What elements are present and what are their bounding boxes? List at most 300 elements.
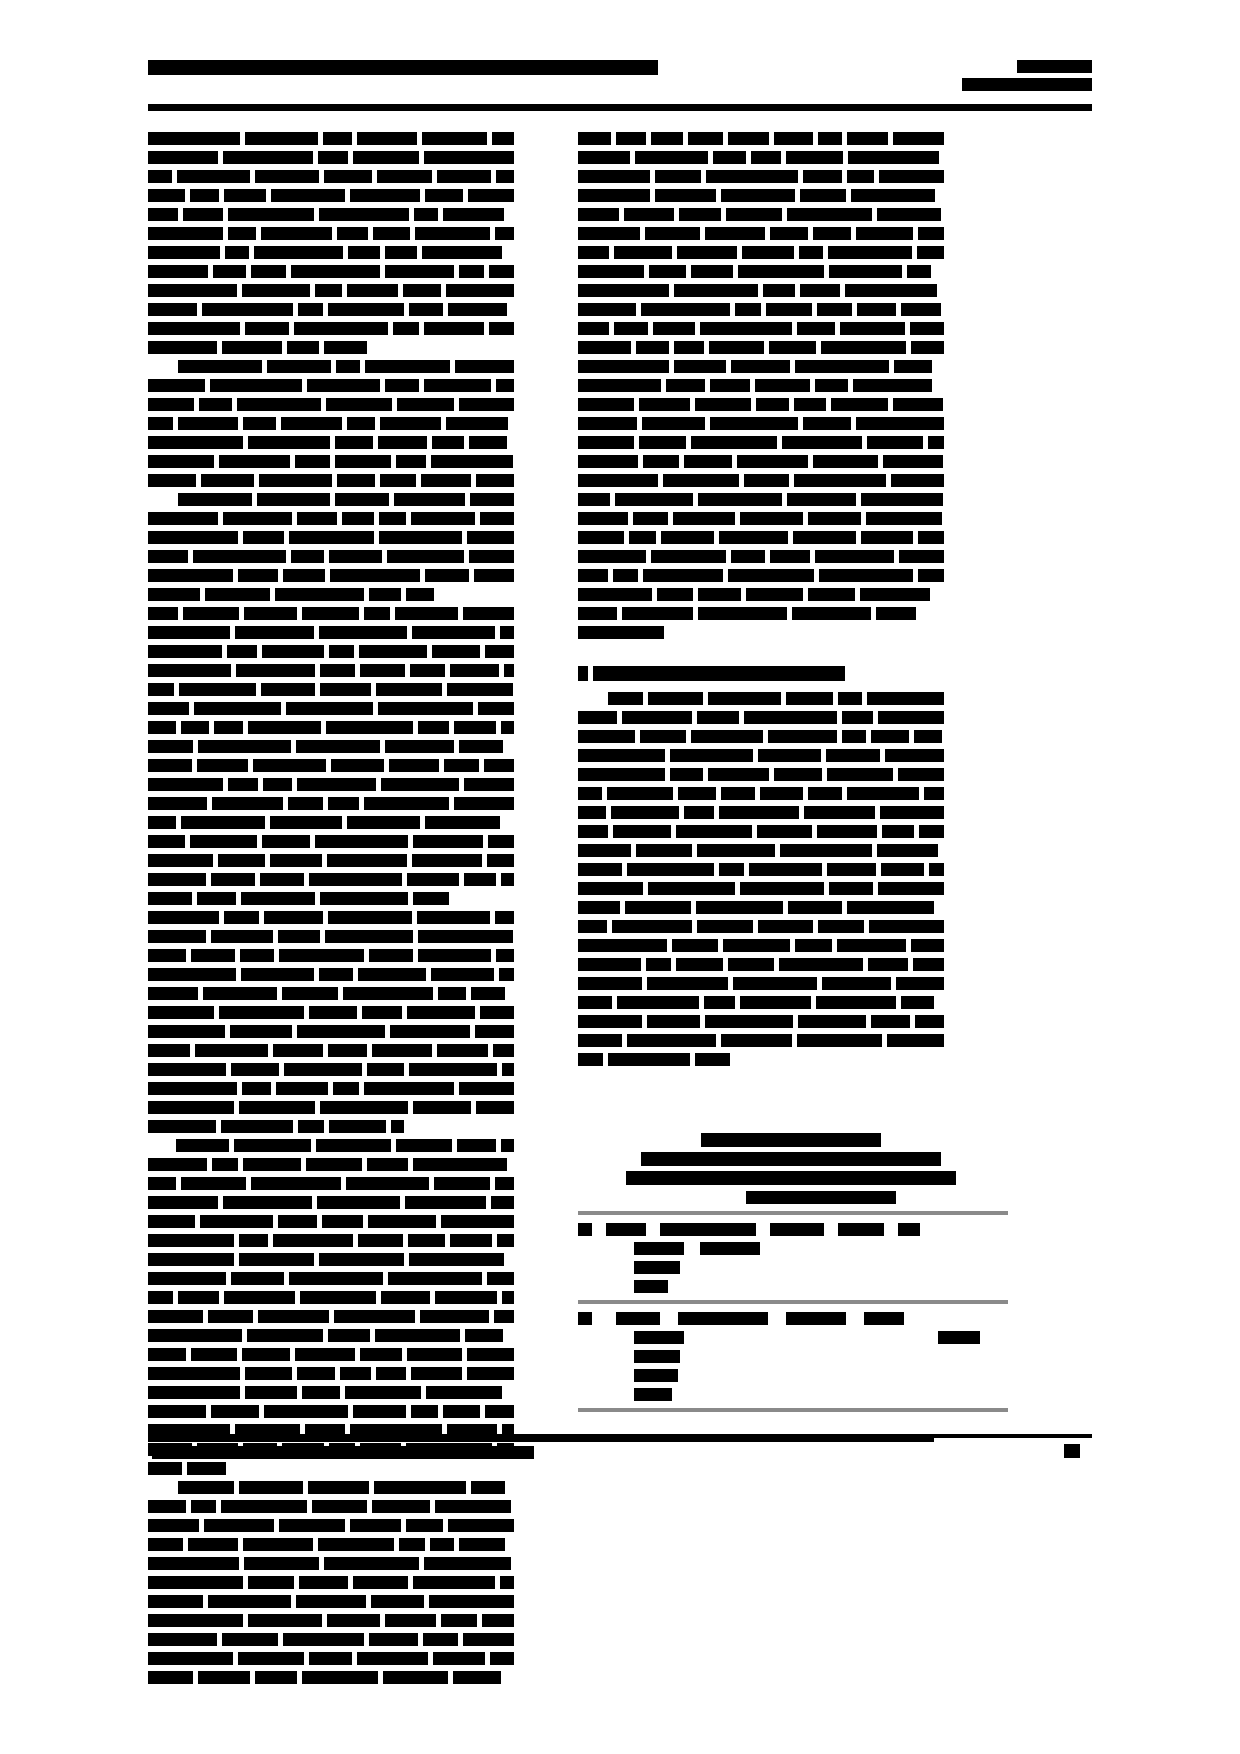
text-line (148, 223, 520, 242)
redacted-word (148, 379, 205, 392)
redacted-word (740, 882, 824, 895)
redacted-word (148, 474, 196, 487)
redacted-word (663, 474, 739, 487)
table-cell-value (634, 1280, 668, 1293)
text-line (148, 1230, 520, 1249)
text-line (578, 185, 950, 204)
redacted-word (178, 1291, 219, 1304)
redacted-word (697, 711, 739, 724)
redacted-word (719, 531, 788, 544)
redacted-word (827, 863, 876, 876)
redacted-word (847, 132, 888, 145)
redacted-word (353, 1405, 406, 1418)
redacted-word (412, 626, 495, 639)
text-line (578, 318, 950, 337)
redacted-word (438, 987, 466, 1000)
text-line-last (148, 584, 520, 603)
redacted-word (328, 911, 412, 924)
redacted-word (264, 911, 323, 924)
table-rule-top (578, 1211, 1008, 1215)
text-line (148, 774, 520, 793)
redacted-word (678, 787, 716, 800)
redacted-word (758, 920, 813, 933)
redacted-word (245, 132, 318, 145)
paragraph (148, 128, 520, 242)
redacted-word (347, 284, 398, 297)
redacted-word (848, 151, 939, 164)
redacted-word (148, 1633, 217, 1646)
redacted-word (284, 1063, 362, 1076)
text-line (148, 869, 520, 888)
redacted-word (342, 512, 374, 525)
redacted-word (148, 1652, 233, 1665)
redacted-word (578, 996, 612, 1009)
redacted-word (448, 303, 507, 316)
text-line (578, 166, 950, 185)
redacted-word (223, 151, 313, 164)
redacted-word (254, 246, 343, 259)
text-line (148, 1192, 520, 1211)
redacted-word (459, 265, 484, 278)
redacted-word (468, 189, 514, 202)
redacted-word (444, 759, 479, 772)
redacted-word (148, 1253, 234, 1266)
redacted-word (674, 341, 704, 354)
redacted-word (411, 1405, 438, 1418)
redacted-word (148, 1291, 173, 1304)
redacted-word (788, 901, 842, 914)
redacted-word (821, 341, 906, 354)
redacted-word (329, 1120, 386, 1133)
redacted-word (430, 1538, 454, 1551)
redacted-word (879, 170, 944, 183)
redacted-word (333, 1082, 359, 1095)
redacted-word (485, 1405, 514, 1418)
redacted-word (148, 1006, 214, 1019)
text-line (148, 1591, 520, 1610)
redacted-word (238, 569, 278, 582)
text-line (578, 375, 950, 394)
text-line (578, 204, 950, 223)
text-line-last (148, 1667, 520, 1686)
redacted-word (819, 569, 913, 582)
redacted-word (578, 151, 630, 164)
redacted-word (267, 360, 331, 373)
redacted-word (501, 873, 514, 886)
redacted-word (197, 759, 248, 772)
redacted-word (651, 550, 726, 563)
redacted-word (177, 170, 250, 183)
redacted-word (913, 958, 944, 971)
redacted-word (893, 132, 944, 145)
redacted-word (369, 949, 413, 962)
redacted-word (502, 1063, 514, 1076)
redacted-word (224, 189, 266, 202)
text-line (148, 1610, 520, 1629)
text-line (148, 812, 520, 831)
redacted-word (871, 1015, 910, 1028)
redacted-word (578, 531, 624, 544)
redacted-word (797, 1034, 882, 1047)
redacted-word (735, 303, 761, 316)
text-line (148, 1382, 520, 1401)
redacted-word (415, 227, 490, 240)
redacted-word (148, 816, 176, 829)
redacted-word (346, 1177, 429, 1190)
redacted-word (350, 189, 420, 202)
redacted-word (276, 1082, 328, 1095)
table-caption-line (578, 1149, 1008, 1168)
redacted-word (673, 512, 735, 525)
redacted-word (327, 854, 407, 867)
text-line (578, 337, 950, 356)
redacted-word (899, 550, 944, 563)
redacted-word (181, 1177, 246, 1190)
redacted-word (770, 227, 808, 240)
page-header (148, 60, 1092, 112)
table-row (578, 1308, 1008, 1403)
text-line (148, 242, 520, 261)
redacted-word (148, 455, 214, 468)
redacted-word (455, 360, 514, 373)
redacted-word (357, 1652, 428, 1665)
redacted-word (148, 265, 208, 278)
redacted-word (364, 797, 449, 810)
redacted-word (758, 749, 821, 762)
redacted-word (684, 455, 732, 468)
redacted-word (578, 303, 636, 316)
text-line (578, 413, 950, 432)
redacted-word (757, 825, 812, 838)
redacted-word (411, 1367, 462, 1380)
redacted-word (337, 227, 368, 240)
redacted-word (409, 1063, 497, 1076)
redacted-word (679, 208, 721, 221)
redacted-word (728, 132, 769, 145)
redacted-word (329, 550, 382, 563)
redacted-word (782, 436, 862, 449)
redacted-word (148, 1462, 182, 1475)
redacted-word (867, 692, 944, 705)
text-line (148, 1534, 520, 1553)
table-cell-line (578, 1327, 1008, 1346)
redacted-word (760, 787, 803, 800)
table-cell-line (578, 1365, 1008, 1384)
redacted-word (578, 322, 609, 335)
redacted-word (697, 920, 753, 933)
redacted-word (309, 873, 402, 886)
text-line (148, 1021, 520, 1040)
redacted-word (640, 730, 686, 743)
redacted-word (178, 417, 238, 430)
table-caption-line (578, 1130, 1008, 1149)
redacted-word (302, 1671, 378, 1684)
redacted-word (408, 1234, 445, 1247)
text-line (148, 755, 520, 774)
redacted-word (348, 246, 380, 259)
redacted-word (797, 322, 835, 335)
text-line (148, 1135, 520, 1154)
redacted-word (288, 797, 323, 810)
redacted-word (251, 265, 286, 278)
redacted-word (615, 493, 693, 506)
redacted-word (463, 1633, 514, 1646)
redacted-word (244, 1557, 319, 1570)
redacted-word (915, 1015, 944, 1028)
redacted-word (482, 1614, 514, 1627)
redacted-word (721, 189, 795, 202)
redacted-word (608, 692, 643, 705)
text-line (578, 432, 950, 451)
redacted-word (901, 303, 941, 316)
paragraph (148, 356, 520, 375)
redacted-word (695, 398, 751, 411)
redacted-word (221, 1120, 293, 1133)
redacted-word (385, 1614, 436, 1627)
redacted-word (212, 1158, 238, 1171)
redacted-word (203, 987, 277, 1000)
redacted-word (420, 1310, 489, 1323)
redacted-word (868, 958, 908, 971)
text-line (578, 916, 950, 935)
redacted-word (322, 1215, 363, 1228)
redacted-word (378, 702, 473, 715)
redacted-word (176, 1139, 229, 1152)
redacted-word (578, 170, 650, 183)
redacted-word (335, 493, 389, 506)
paragraph (148, 1135, 520, 1249)
redacted-word (243, 1158, 301, 1171)
redacted-word (396, 455, 426, 468)
redacted-word (578, 550, 646, 563)
redacted-word (450, 1234, 492, 1247)
redacted-word (148, 303, 197, 316)
redacted-word (224, 911, 259, 924)
redacted-word (383, 1671, 448, 1684)
redacted-word (826, 749, 880, 762)
redacted-word (278, 1215, 317, 1228)
redacted-word (708, 692, 781, 705)
table-header-cell (838, 1223, 884, 1236)
redacted-word (245, 1386, 297, 1399)
text-line (148, 1325, 520, 1344)
redacted-word (228, 208, 314, 221)
redacted-word (187, 1462, 226, 1475)
redacted-word (377, 170, 432, 183)
redacted-word (643, 569, 723, 582)
text-line (148, 204, 520, 223)
redacted-word (808, 787, 842, 800)
text-line (578, 394, 950, 413)
redacted-word (649, 265, 686, 278)
text-line (148, 698, 520, 717)
redacted-word (676, 958, 723, 971)
redacted-word (607, 787, 673, 800)
paragraph (148, 603, 520, 717)
redacted-word (492, 132, 514, 145)
text-line (148, 983, 520, 1002)
redacted-word (578, 132, 611, 145)
redacted-word (698, 493, 782, 506)
text-line (148, 1629, 520, 1648)
table-cell-value (700, 1242, 760, 1255)
redacted-word (148, 341, 217, 354)
redacted-word (795, 360, 889, 373)
redacted-word (459, 740, 503, 753)
redacted-word (271, 189, 345, 202)
table-caption-text (641, 1152, 941, 1166)
redacted-word (298, 1120, 324, 1133)
redacted-word (357, 132, 417, 145)
redacted-word (309, 1006, 357, 1019)
redacted-word (328, 797, 359, 810)
redacted-word (831, 398, 888, 411)
redacted-word (262, 645, 324, 658)
redacted-word (297, 778, 376, 791)
text-line (148, 1572, 520, 1591)
table-cell-line (578, 1276, 1008, 1295)
redacted-word (719, 863, 744, 876)
redacted-word (245, 1367, 292, 1380)
redacted-word (691, 436, 777, 449)
redacted-word (578, 493, 610, 506)
redacted-word (742, 246, 794, 259)
redacted-word (212, 797, 283, 810)
redacted-word (270, 854, 322, 867)
section-heading-text (593, 666, 845, 681)
redacted-word (240, 949, 274, 962)
redacted-word (195, 1044, 268, 1057)
paragraph (148, 717, 520, 812)
redacted-word (224, 1291, 295, 1304)
redacted-word (469, 436, 507, 449)
redacted-word (201, 474, 254, 487)
text-line (148, 831, 520, 850)
table-header-cell (898, 1223, 920, 1236)
redacted-word (337, 474, 375, 487)
redacted-word (181, 816, 265, 829)
redacted-word (255, 1671, 297, 1684)
table-cell-value (678, 1312, 768, 1325)
redacted-word (258, 1310, 329, 1323)
redacted-word (898, 768, 944, 781)
redacted-word (148, 930, 206, 943)
redacted-word (911, 939, 944, 952)
redacted-word (504, 664, 514, 677)
redacted-word (485, 645, 514, 658)
redacted-word (697, 844, 775, 857)
redacted-word (148, 531, 238, 544)
redacted-word (205, 588, 270, 601)
redacted-word (211, 930, 273, 943)
redacted-word (359, 645, 427, 658)
table-cell-line (578, 1257, 1008, 1276)
redacted-word (395, 607, 458, 620)
redacted-word (148, 550, 188, 563)
text-line-last (148, 888, 520, 907)
text-line (578, 688, 950, 707)
header-rule (148, 104, 1092, 111)
redacted-word (148, 1234, 234, 1247)
redacted-word (578, 901, 620, 914)
redacted-word (407, 873, 459, 886)
text-line (578, 802, 950, 821)
redacted-word (291, 265, 380, 278)
redacted-word (379, 512, 406, 525)
redacted-word (827, 768, 893, 781)
redacted-word (294, 322, 388, 335)
redacted-word (385, 740, 454, 753)
redacted-word (880, 806, 944, 819)
redacted-word (677, 246, 737, 259)
redacted-word (411, 512, 475, 525)
redacted-word (578, 1015, 642, 1028)
redacted-word (148, 949, 186, 962)
redacted-word (307, 379, 380, 392)
redacted-word (731, 550, 765, 563)
redacted-word (467, 1348, 514, 1361)
redacted-word (319, 1253, 404, 1266)
redacted-word (464, 873, 496, 886)
redacted-word (496, 379, 514, 392)
redacted-word (425, 569, 469, 582)
redacted-word (713, 151, 746, 164)
redacted-word (319, 626, 407, 639)
redacted-word (469, 550, 514, 563)
redacted-word (396, 1139, 452, 1152)
redacted-word (893, 398, 943, 411)
redacted-word (500, 1576, 514, 1589)
right-column (578, 128, 950, 1416)
paragraph (148, 1363, 520, 1477)
text-line (148, 546, 520, 565)
redacted-word (696, 901, 783, 914)
redacted-word (320, 664, 355, 677)
redacted-word (148, 1595, 203, 1608)
redacted-word (860, 588, 930, 601)
redacted-word (273, 1044, 323, 1057)
redacted-word (317, 1196, 400, 1209)
redacted-word (369, 1633, 418, 1646)
table-header-cell (606, 1223, 646, 1236)
redacted-word (463, 607, 514, 620)
text-line (148, 850, 520, 869)
redacted-word (917, 246, 944, 259)
text-line (578, 973, 950, 992)
redacted-word (578, 844, 631, 857)
table-cell-line (578, 1238, 1008, 1257)
redacted-word (578, 436, 634, 449)
paragraph (578, 508, 950, 622)
text-line (578, 508, 950, 527)
redacted-word (148, 1348, 186, 1361)
text-line (578, 992, 950, 1011)
redacted-word (297, 512, 337, 525)
redacted-word (248, 1576, 294, 1589)
redacted-word (148, 1025, 225, 1038)
redacted-word (324, 170, 372, 183)
redacted-word (578, 360, 669, 373)
redacted-word (803, 417, 851, 430)
table-cell-value (634, 1388, 672, 1401)
redacted-word (721, 1034, 792, 1047)
redacted-word (148, 1500, 186, 1513)
redacted-word (878, 882, 944, 895)
redacted-word (424, 151, 514, 164)
redacted-word (578, 607, 617, 620)
text-line (578, 840, 950, 859)
redacted-word (647, 1015, 700, 1028)
